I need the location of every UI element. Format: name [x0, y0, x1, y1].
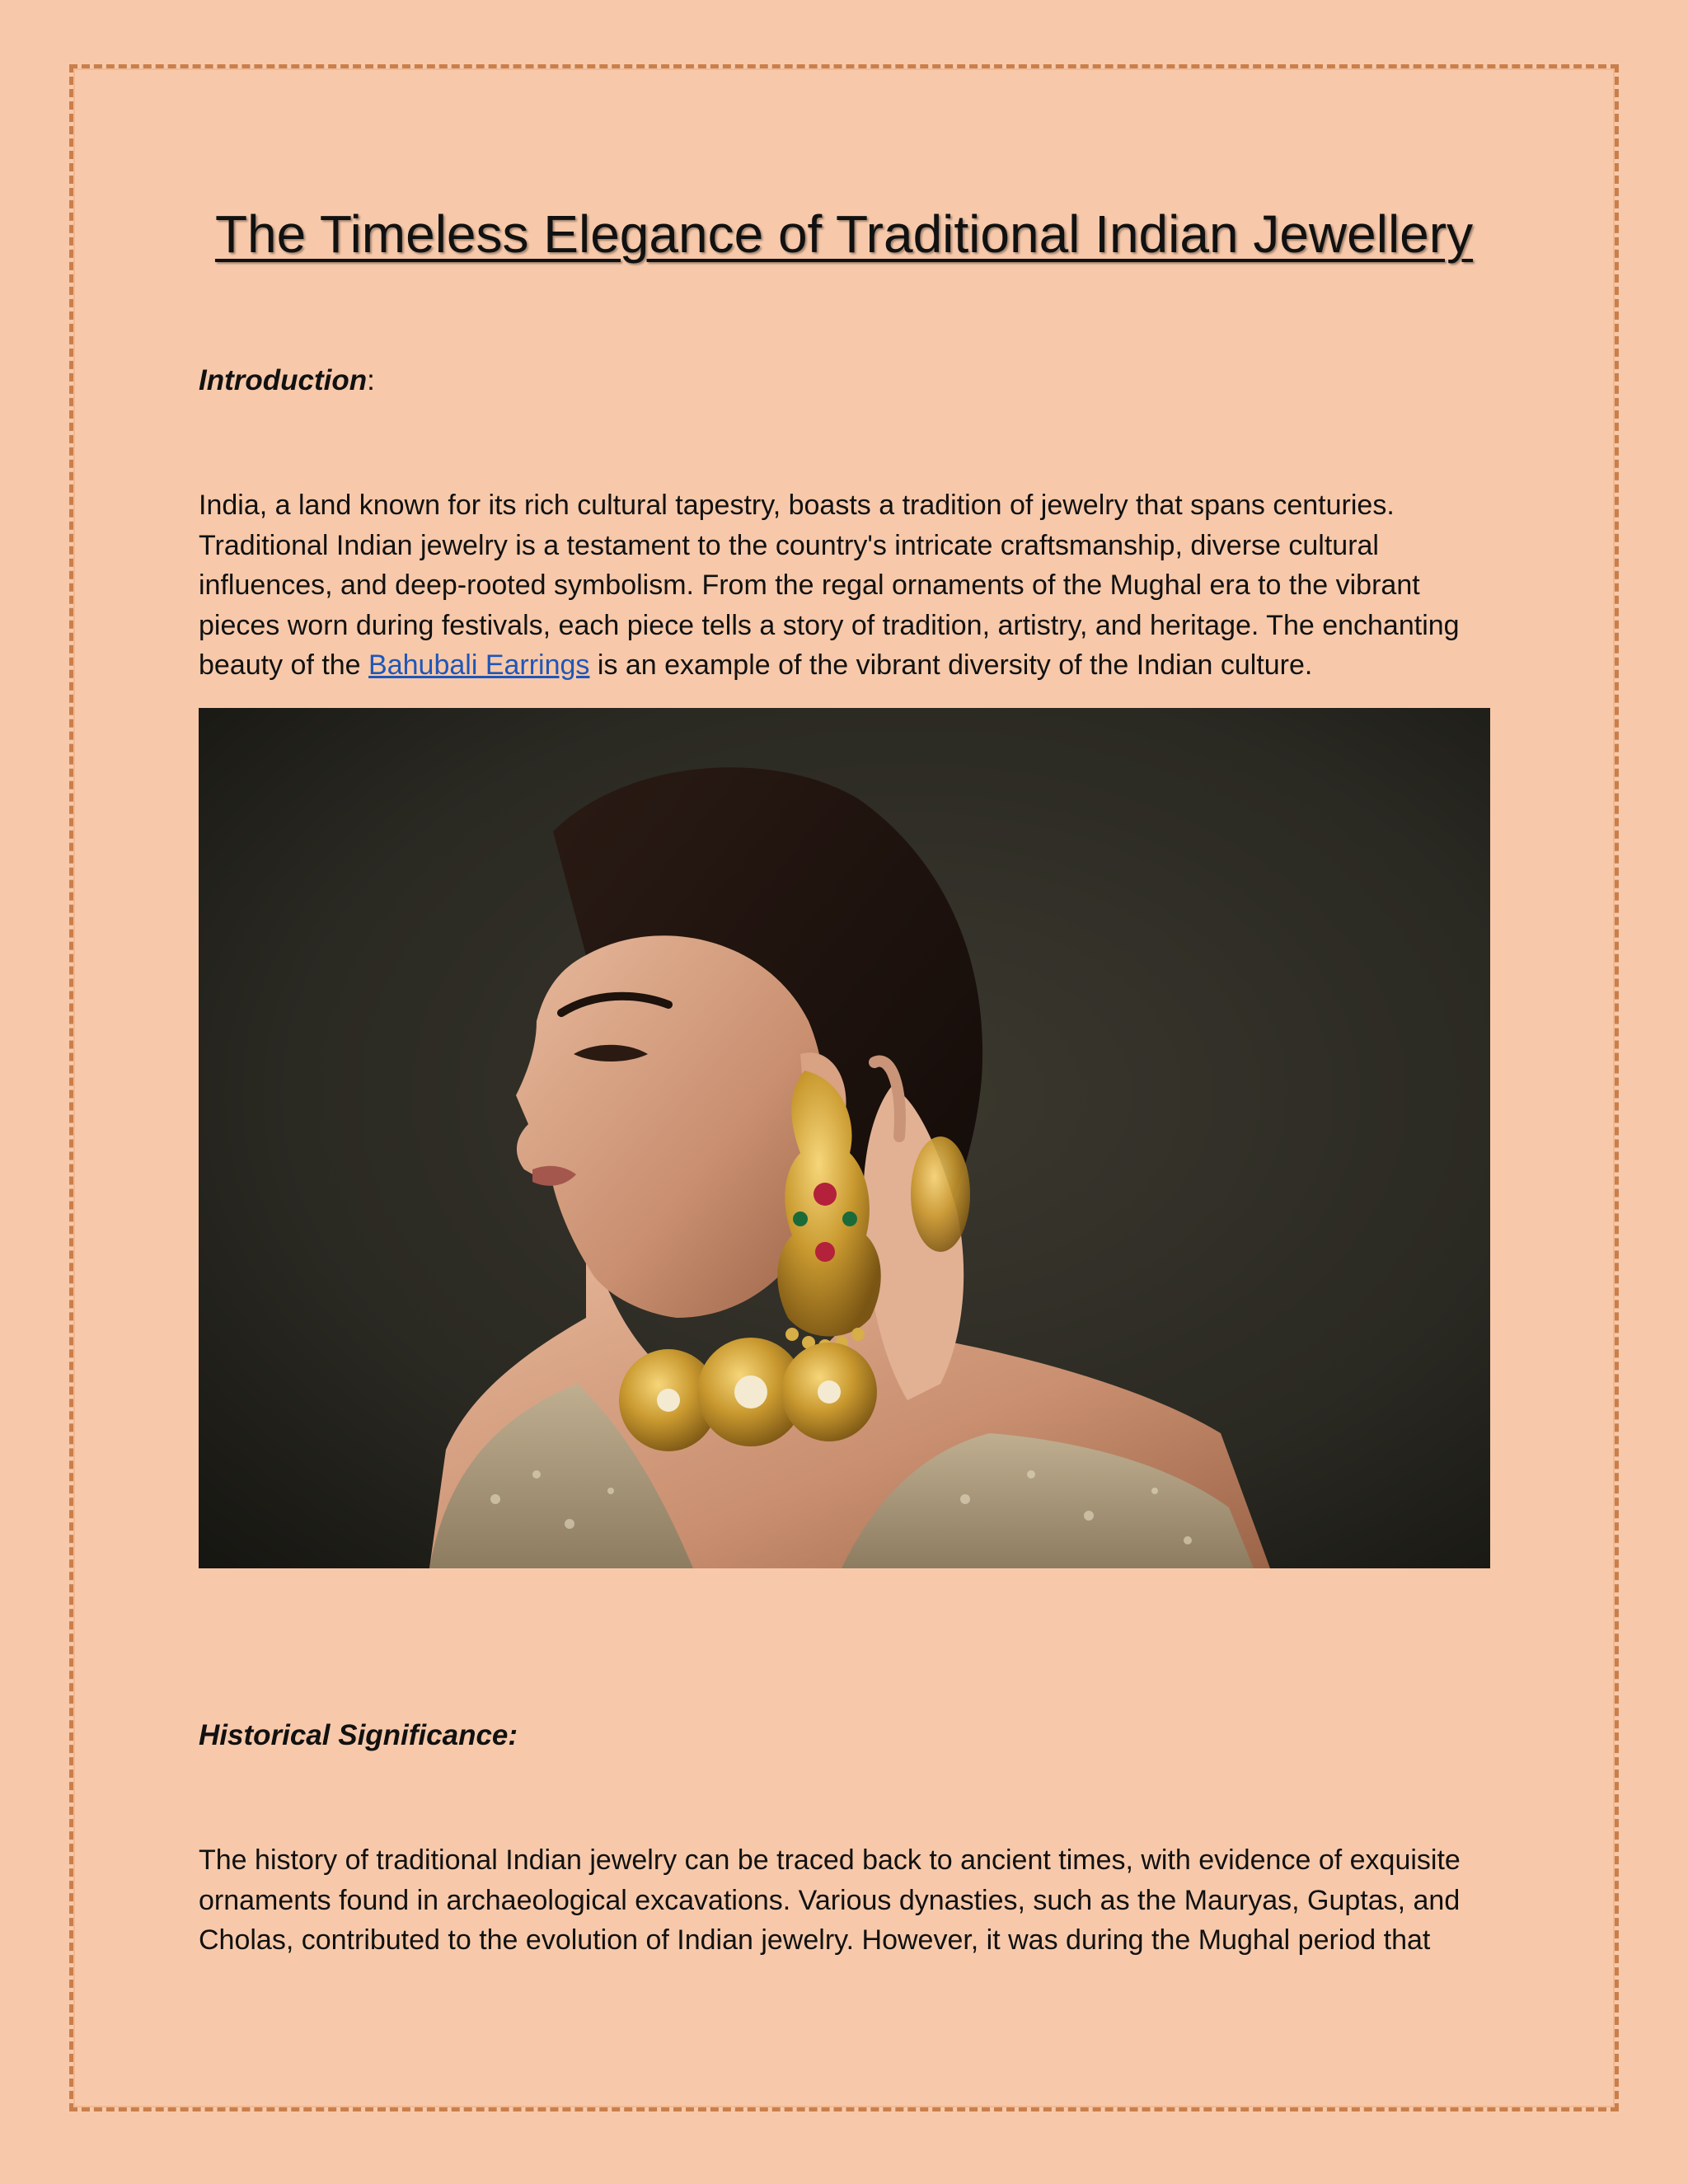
section-heading-introduction — [199, 363, 375, 399]
introduction-text-before-link: India, a land known for its rich cultural tapestry, boasts a tradition of jewelry that spans centuries. Traditional Indian jewelry is a testament to the country's intricate craftsmanship, diverse cultural influences, and deep-rooted symbolism. From the regal ornaments of the Mughal era to the vibrant pieces worn during festivals, each piece tells a story of tradition, artistry, and heritage. The enchanting beauty of the — [199, 490, 1460, 681]
introduction-heading-colon: : — [367, 364, 375, 396]
introduction-paragraph — [199, 485, 1484, 686]
introduction-text-after-link: is an example of the vibrant diversity of the Indian culture. — [589, 649, 1313, 681]
bahubali-earrings-link[interactable]: Bahubali Earrings — [368, 649, 590, 681]
jewellery-model-photo — [199, 708, 1490, 1568]
section-heading-historical-significance: Historical Significance: — [199, 1719, 518, 1751]
historical-significance-paragraph: The history of traditional Indian jewelry can be traced back to ancient times, with evidence of exquisite ornaments found in archaeological excavations. Various dynasties, such as the Mauryas, Guptas, and Cholas, contributed to the evolution of Indian jewelry. However, it was during the Mughal period that — [199, 1844, 1461, 1956]
introduction-heading-text: Introduction — [199, 364, 368, 396]
page-title: The Timeless Elegance of Traditional Indian Jewellery — [214, 204, 1474, 264]
